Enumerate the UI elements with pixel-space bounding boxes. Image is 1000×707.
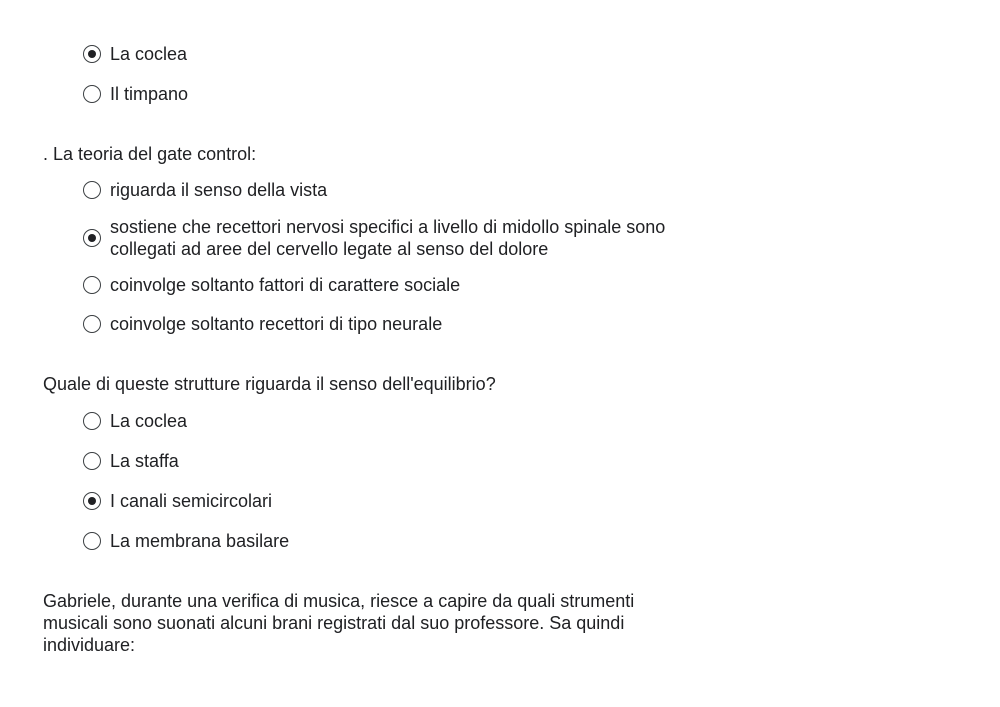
radio-empty-icon[interactable] [83,452,101,470]
radio-empty-icon[interactable] [83,181,101,199]
radio-selected-icon[interactable] [83,45,101,63]
option-q0-2[interactable] [83,83,188,105]
option-q1-2[interactable] [83,216,665,260]
radio-empty-icon[interactable] [83,532,101,550]
option-q2-4[interactable] [83,530,289,552]
option-q2-3[interactable] [83,490,272,512]
radio-empty-icon[interactable] [83,315,101,333]
option-q0-1[interactable] [83,43,187,65]
option-label: riguarda il senso della vista [110,180,328,200]
option-label: La membrana basilare [110,531,290,551]
option-label: La coclea [110,411,188,431]
radio-selected-icon[interactable] [83,492,101,510]
option-label: La staffa [110,451,179,471]
question-text: Gabriele, durante una verifica di musica, riesce a capire da quali strumenti musicali sono suonati alcuni brani registrati dal suo professore. Sa quindi individuare: [43,591,635,655]
option-label: La coclea [110,44,188,64]
radio-empty-icon[interactable] [83,412,101,430]
question-text: Quale di queste strutture riguarda il senso dell'equilibrio? [43,374,496,394]
option-q1-1[interactable] [83,179,327,201]
radio-empty-icon[interactable] [83,85,101,103]
option-label: coinvolge soltanto fattori di carattere sociale [110,275,461,295]
option-q2-1[interactable] [83,410,187,432]
option-q2-2[interactable] [83,450,179,472]
radio-empty-icon[interactable] [83,276,101,294]
radio-selected-icon[interactable] [83,229,101,247]
option-q1-3[interactable] [83,274,460,296]
question-text: . La teoria del gate control: [43,144,257,164]
option-label: Il timpano [110,84,189,104]
option-q1-4[interactable] [83,313,442,335]
option-label: I canali semicircolari [110,491,273,511]
option-label: sostiene che recettori nervosi specifici a livello di midollo spinale sono collegati ad aree del cervello legate al senso del dolore [110,217,666,259]
option-label: coinvolge soltanto recettori di tipo neurale [110,314,443,334]
